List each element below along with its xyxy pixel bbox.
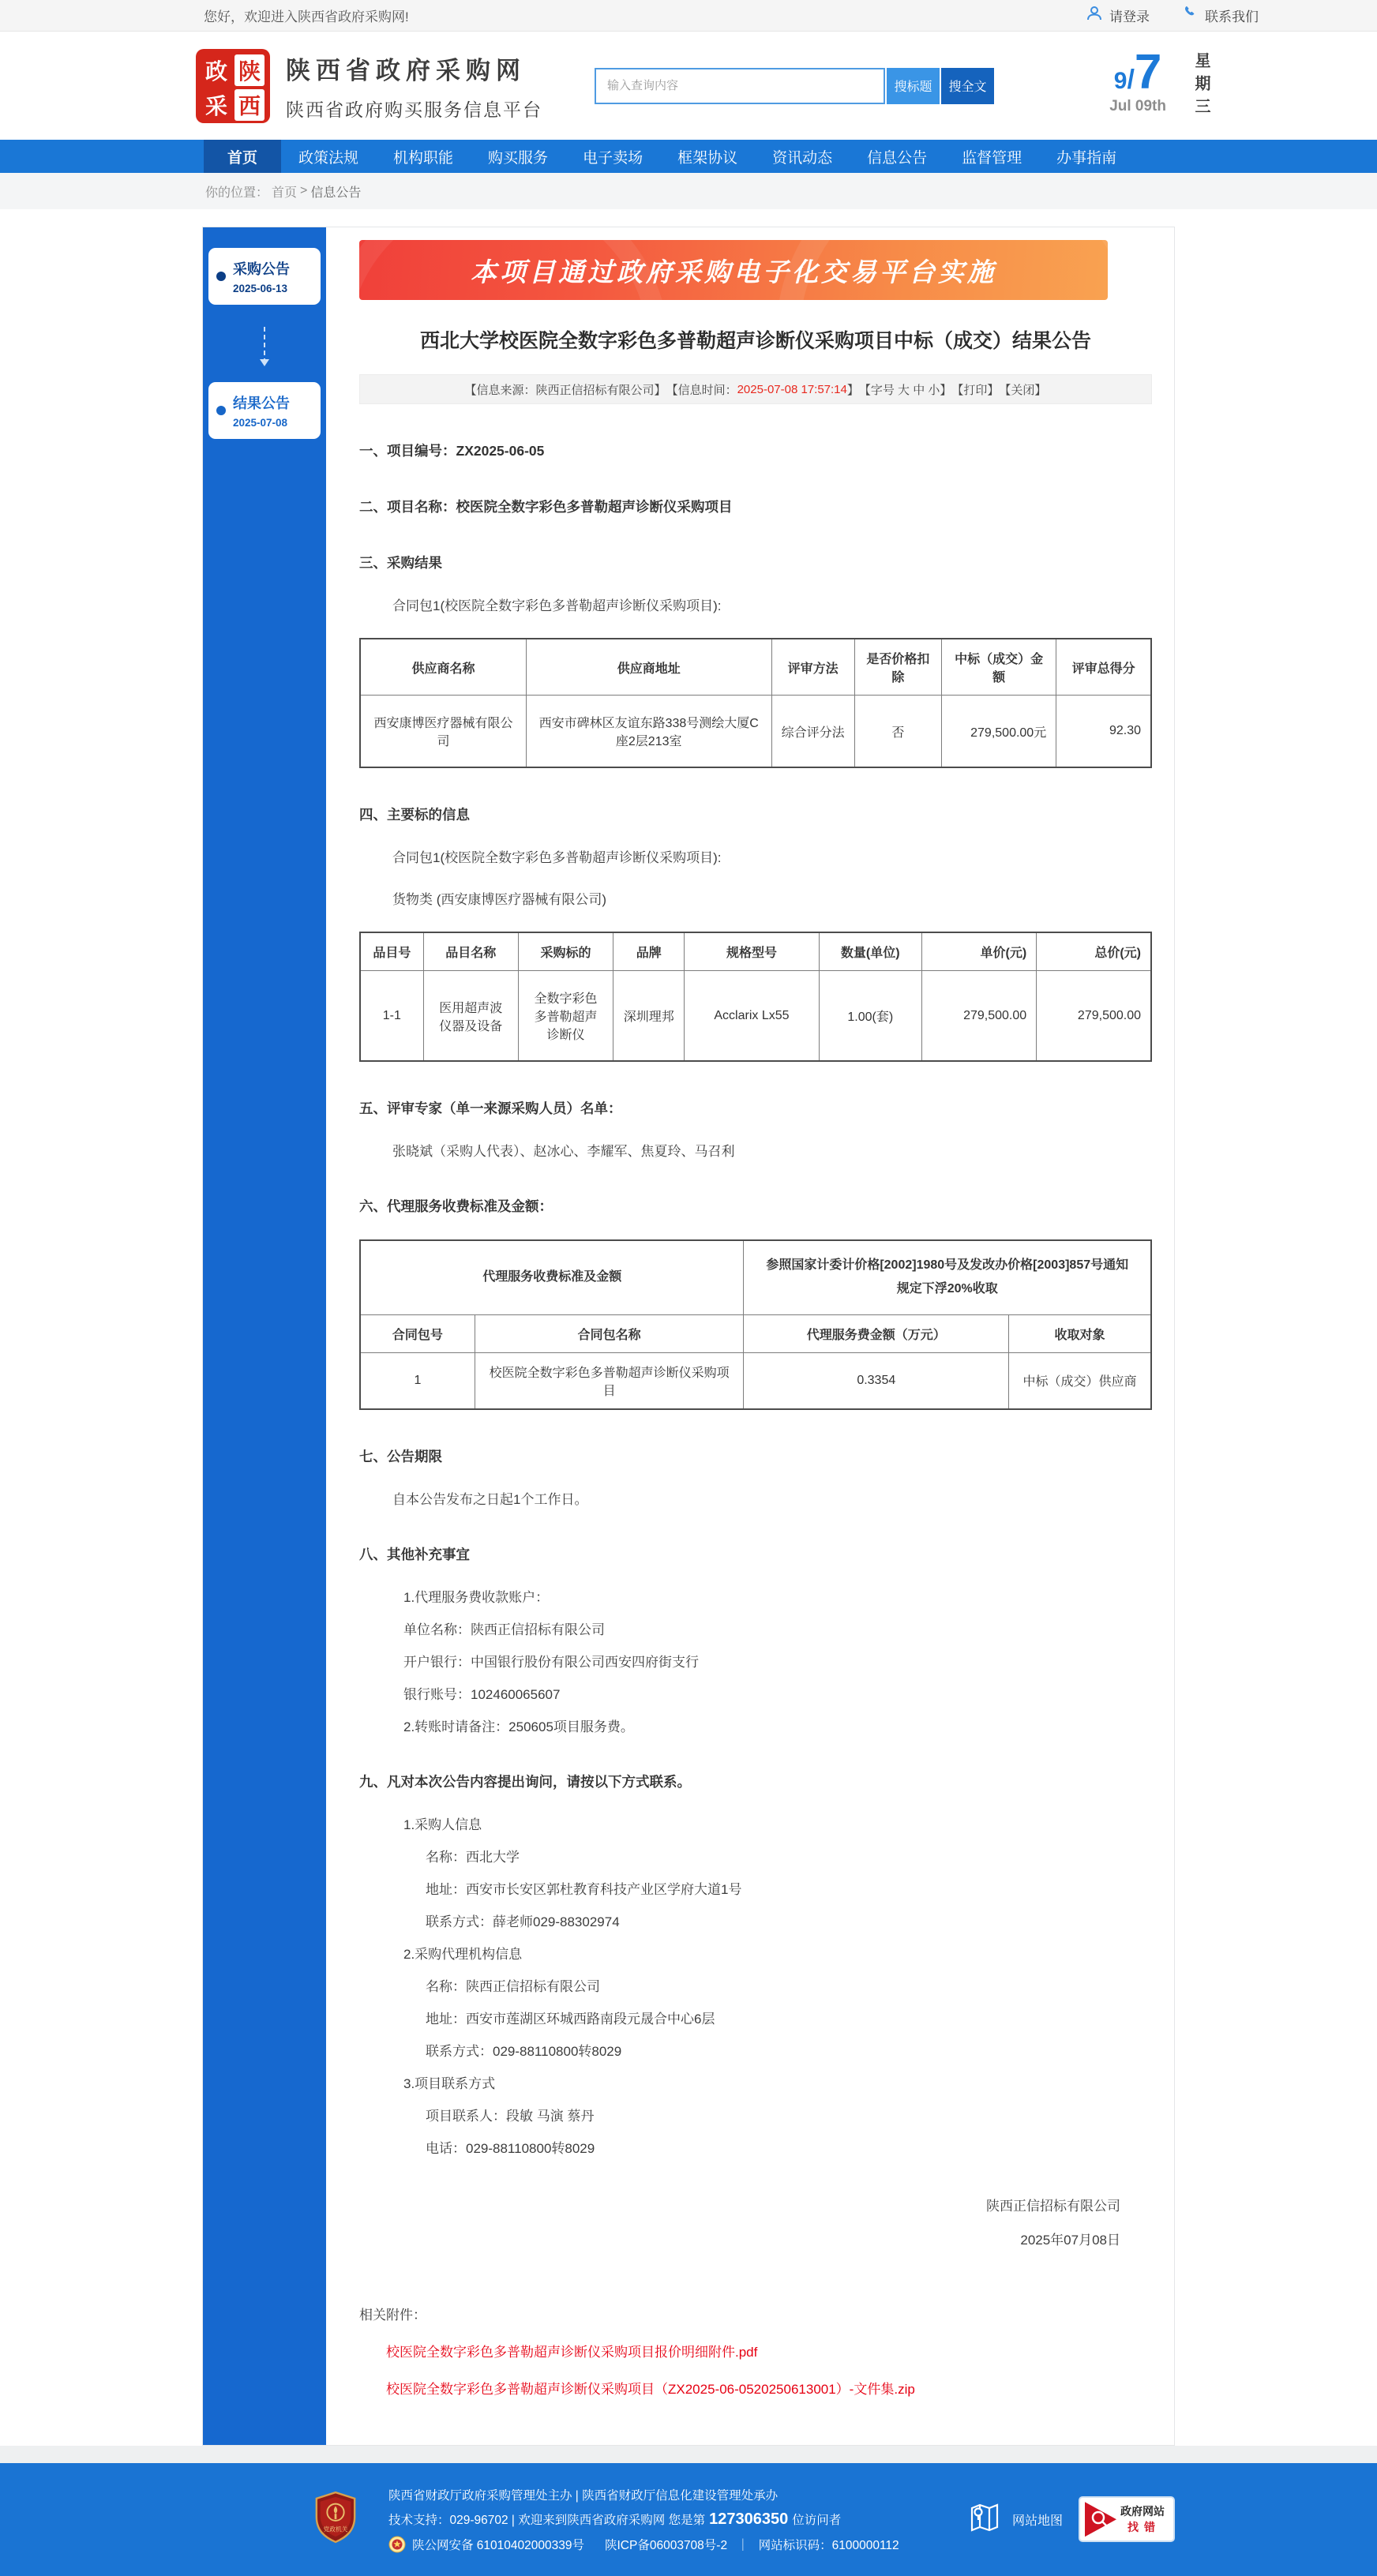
police-badge-icon — [388, 2536, 406, 2553]
signature-org: 陕西正信招标有限公司 — [986, 2198, 1120, 2214]
section-8-line: 单位名称：陕西正信招标有限公司 — [403, 1622, 605, 1637]
section-2-heading: 二、项目名称：校医院全数字彩色多普勒超声诊断仪采购项目 — [359, 499, 733, 515]
footer-gap — [0, 2446, 1377, 2463]
section-7-heading: 七、公告期限 — [359, 1448, 442, 1464]
nav-item-e-mall[interactable]: 电子卖场 — [583, 149, 643, 167]
site-code-text: 网站标识码：6100000112 — [758, 2538, 899, 2552]
agency-info-line: 联系方式：029-88110800转8029 — [426, 2043, 622, 2059]
section-3-paragraph: 合同包1(校医院全数字彩色多普勒超声诊断仪采购项目): — [392, 598, 722, 613]
section-8-line: 1.代理服务费收款账户： — [403, 1589, 550, 1605]
footer-inner — [202, 2479, 1175, 2560]
buyer-info-line: 地址：西安市长安区郭杜教育科技产业区学府大道1号 — [426, 1881, 742, 1897]
sidebar-step-procurement-notice[interactable] — [208, 248, 321, 305]
step-text: 采购公告 2025-06-13 — [233, 261, 290, 294]
breadcrumb — [0, 173, 1377, 209]
project-contact-title: 3.项目联系方式 — [403, 2075, 496, 2091]
breadcrumb-home[interactable]: 首页 — [272, 186, 298, 200]
meta-time-close: 】 — [846, 383, 859, 397]
meta-source: 【信息来源：陕西正信招标有限公司】 — [464, 383, 666, 397]
attachments-title: 相关附件： — [359, 2307, 426, 2323]
meta-time-label: 【信息时间： — [666, 383, 737, 397]
section-4-heading: 四、主要标的信息 — [359, 807, 470, 823]
section-8-line: 开户银行：中国银行股份有限公司西安四府街支行 — [403, 1654, 699, 1670]
close-button[interactable]: 【关闭】 — [999, 383, 1047, 397]
arrow-down-icon — [264, 327, 265, 363]
footer-line-visitors: 技术支持：029-96702 | 欢迎来到陕西省政府采购网 您是第 127306350 位访问者 — [388, 2510, 842, 2528]
announcement-title: 西北大学校医院全数字彩色多普勒超声诊断仪采购项目中标（成交）结果公告 — [419, 330, 1091, 352]
section-8-heading: 八、其他补充事宜 — [359, 1546, 470, 1562]
step-dot-icon — [216, 406, 226, 415]
content-panel — [202, 227, 1175, 2446]
map-icon — [966, 2499, 1003, 2540]
nav-item-home[interactable]: 首页 — [204, 140, 281, 173]
buyer-info-title: 1.采购人信息 — [403, 1817, 482, 1832]
signature-date: 2025年07月08日 — [1020, 2232, 1120, 2248]
user-icon — [1086, 5, 1103, 26]
site-header — [0, 32, 1377, 140]
search-fulltext-button[interactable]: 搜全文 — [941, 68, 994, 104]
site-logo[interactable] — [196, 49, 270, 123]
breadcrumb-separator: > — [300, 184, 308, 197]
section-5-heading: 五、评审专家（单一来源采购人员）名单： — [359, 1101, 622, 1116]
gov-site-error-report-badge[interactable] — [1079, 2496, 1175, 2542]
breadcrumb-current: 信息公告 — [310, 186, 362, 200]
section-1-heading: 一、项目编号：ZX2025-06-05 — [359, 443, 545, 459]
contact-link[interactable]: 联系我们 — [1181, 5, 1259, 26]
table-row: 西安康博医疗器械有限公司 西安市碑林区友谊东路338号测绘大厦C座2层213室 综合评分法 否 279,500.00元 92.30 — [360, 696, 1151, 768]
top-utility-bar — [0, 0, 1377, 32]
magnifier-icon — [1085, 2502, 1116, 2537]
breadcrumb-prefix: 你的位置： — [205, 186, 269, 200]
login-link[interactable]: 请登录 — [1086, 5, 1150, 26]
nav-item-guide[interactable]: 办事指南 — [1056, 149, 1117, 167]
search-title-button[interactable]: 搜标题 — [887, 68, 940, 104]
table-merge-row: 代理服务收费标准及金额 参照国家计委计价格[2002]1980号及发改办价格[2003]857号通知规定下浮20%收取 — [360, 1240, 1151, 1314]
table-header-row: 合同包号 合同包名称 代理服务费金额（万元） 收取对象 — [360, 1314, 1151, 1352]
main-area — [0, 209, 1377, 2446]
site-footer — [0, 2463, 1377, 2576]
footer-text-block — [388, 2479, 899, 2560]
project-contact-line: 电话：029-88110800转8029 — [426, 2140, 595, 2156]
nav-item-purchase-service[interactable]: 购买服务 — [488, 149, 549, 167]
logo-char: 政 — [204, 58, 227, 84]
table-header-row: 品目号 品目名称 采购标的 品牌 规格型号 数量(单位) 单价(元) 总价(元) — [360, 932, 1151, 971]
agency-info-title: 2.采购代理机构信息 — [403, 1946, 523, 1962]
attachment-link-zip[interactable]: 校医院全数字彩色多普勒超声诊断仪采购项目（ZX2025-06-0520250613001）-文件集.zip — [386, 2381, 915, 2397]
section-9-heading: 九、凡对本次公告内容提出询问，请按以下方式联系。 — [359, 1773, 691, 1790]
logo-char: 西 — [235, 89, 265, 121]
attachment-link-pdf[interactable]: 校医院全数字彩色多普勒超声诊断仪采购项目报价明细附件.pdf — [386, 2344, 758, 2360]
police-beian-link[interactable]: 陕公网安备 61010402000339号 — [412, 2538, 584, 2552]
main-nav — [0, 140, 1377, 173]
date-block — [1109, 45, 1259, 121]
footer-line-beian — [388, 2536, 899, 2553]
weekday-text: 星期三 — [1192, 52, 1210, 121]
search-bar — [595, 68, 994, 104]
buyer-info-line: 联系方式：薛老师029-88302974 — [426, 1914, 620, 1929]
nav-item-framework[interactable]: 框架协议 — [677, 149, 738, 167]
nav-item-functions[interactable]: 机构职能 — [393, 149, 454, 167]
phone-icon — [1181, 5, 1199, 26]
nav-item-announcements[interactable]: 信息公告 — [867, 149, 928, 167]
timeline-sidebar — [203, 227, 326, 2445]
font-size-controls[interactable]: 【字号 大 中 小】 — [858, 383, 952, 397]
step-text: 结果公告 2025-07-08 — [233, 396, 290, 429]
icp-beian-link[interactable]: 陕ICP备06003708号-2 — [605, 2538, 728, 2552]
footer-line-organizers: 陕西省财政厅政府采购管理处主办 | 陕西省财政厅信息化建设管理处承办 — [388, 2488, 779, 2503]
greeting-text: 您好，欢迎进入陕西省政府采购网! — [204, 9, 409, 24]
table-header-row: 供应商名称 供应商地址 评审方法 是否价格扣除 中标（成交）金额 评审总得分 — [360, 639, 1151, 696]
brand-block — [286, 51, 542, 122]
agency-info-line: 名称：陕西正信招标有限公司 — [426, 1978, 600, 1994]
site-title: 陕西省政府采购网 — [286, 56, 526, 84]
logo-char: 采 — [204, 92, 227, 119]
section-4-paragraph-1: 合同包1(校医院全数字彩色多普勒超声诊断仪采购项目): — [392, 850, 722, 865]
section-8-line: 银行账号：102460065607 — [403, 1686, 561, 1702]
step-dot-icon — [216, 272, 226, 281]
section-8-line: 2.转账时请备注：250605项目服务费。 — [403, 1719, 634, 1734]
section-6-heading: 六、代理服务收费标准及金额： — [359, 1198, 553, 1214]
items-table — [359, 932, 1152, 1062]
logo-char: 陕 — [235, 54, 265, 86]
government-shield-icon — [313, 2491, 358, 2548]
section-4-paragraph-2: 货物类 (西安康博医疗器械有限公司) — [392, 892, 607, 907]
article-content — [326, 227, 1174, 2445]
banner-text: 本项目通过政府采购电子化交易平台实施 — [471, 257, 996, 287]
date-numbers: 9/7 — [1113, 45, 1162, 99]
platform-banner — [359, 240, 1108, 300]
article-meta-bar — [359, 374, 1152, 404]
nav-item-policy[interactable]: 政策法规 — [298, 149, 359, 167]
err-badge-text: 政府网站 找错 — [1120, 2505, 1165, 2534]
meta-time-value: 2025-07-08 17:57:14 — [737, 382, 847, 396]
section-3-heading: 三、采购结果 — [359, 555, 442, 571]
sidebar-step-result-notice[interactable] — [208, 382, 321, 439]
sitemap-link[interactable]: 网站地图 — [966, 2499, 1063, 2540]
date-main — [1109, 45, 1166, 115]
site-subtitle: 陕西省政府购买服务信息平台 — [286, 99, 542, 120]
fee-table — [359, 1239, 1152, 1410]
table-row: 1-1 医用超声波仪器及设备 全数字彩色多普勒超声诊断仪 深圳理邦 Acclarix Lx55 1.00(套) 279,500.00 279,500.00 — [360, 971, 1151, 1062]
section-7-paragraph: 自本公告发布之日起1个工作日。 — [392, 1491, 588, 1507]
footer-right — [966, 2496, 1175, 2542]
section-5-paragraph: 张晓斌（采购人代表）、赵冰心、李耀军、焦夏玲、马召利 — [392, 1144, 735, 1159]
beian-separator: ｜ — [737, 2538, 749, 2552]
search-input[interactable] — [595, 68, 885, 104]
project-contact-line: 项目联系人：段敏 马演 蔡丹 — [426, 2108, 595, 2124]
date-english: Jul 09th — [1109, 97, 1166, 114]
shield-label: 党政机关 — [323, 2525, 348, 2533]
nav-item-supervision[interactable]: 监督管理 — [962, 149, 1022, 167]
agency-info-line: 地址：西安市莲湖区环城西路南段元晟合中心6层 — [426, 2011, 715, 2027]
topbar-right — [1086, 5, 1259, 26]
print-button[interactable]: 【打印】 — [951, 383, 1000, 397]
result-table — [359, 638, 1152, 768]
visitor-count: 127306350 — [709, 2510, 789, 2528]
table-row: 1 校医院全数字彩色多普勒超声诊断仪采购项目 0.3354 中标（成交）供应商 — [360, 1352, 1151, 1409]
buyer-info-line: 名称：西北大学 — [426, 1849, 520, 1865]
nav-item-news[interactable]: 资讯动态 — [772, 149, 833, 167]
